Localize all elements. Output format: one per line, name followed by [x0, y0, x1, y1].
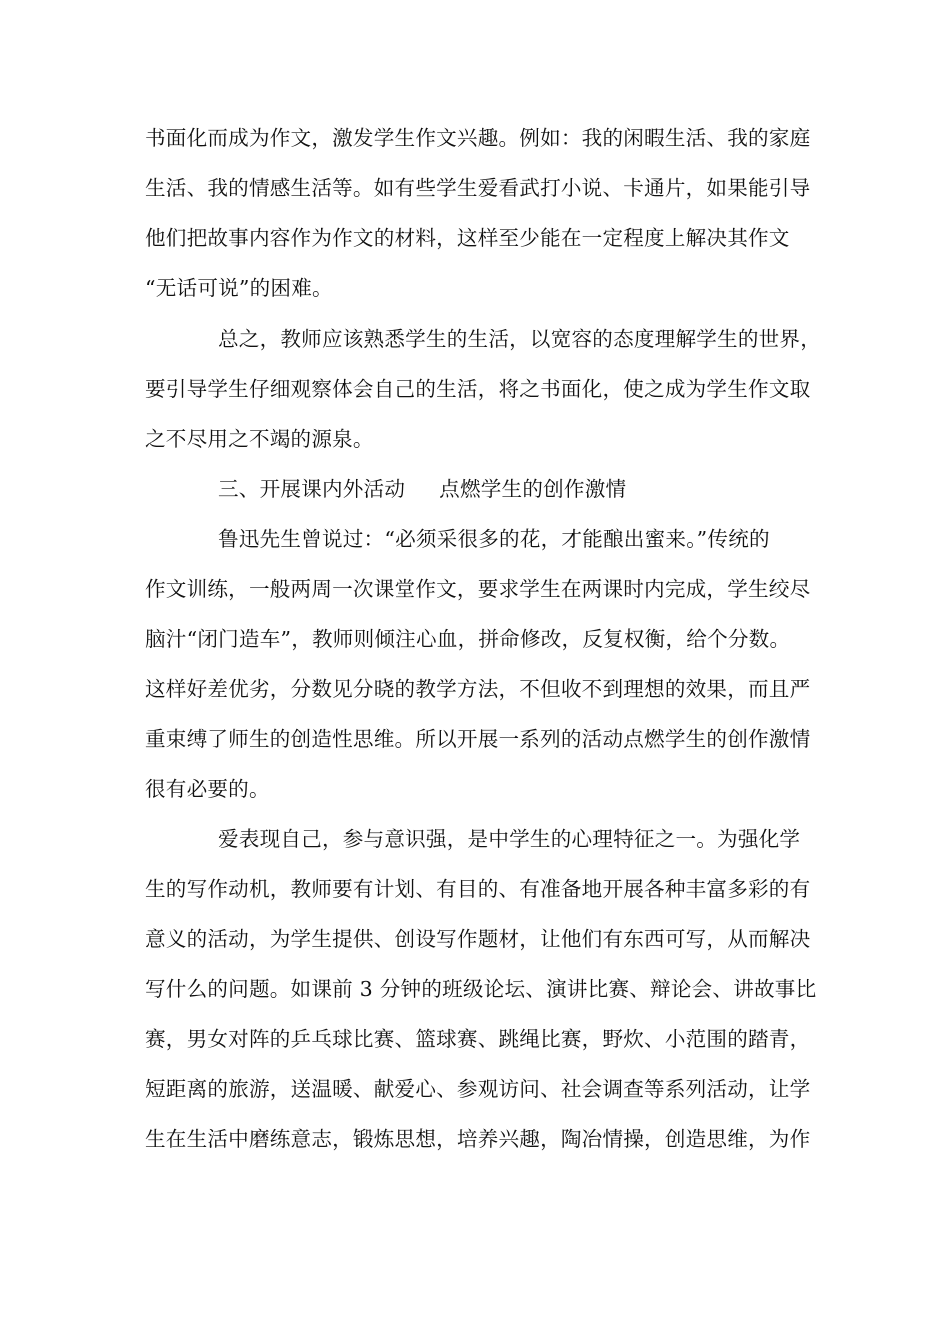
- section-heading: [218, 472, 898, 506]
- section-heading-part2: 点燃学生的创作激情: [439, 477, 627, 501]
- text-line: 很有必要的。: [145, 777, 270, 801]
- text-line: 总之，教师应该熟悉学生的生活，以宽容的态度理解学生的世界，: [218, 327, 822, 351]
- text-line: 书面化而成为作文，激发学生作文兴趣。例如：我的闲暇生活、我的家庭: [145, 126, 811, 150]
- text-line: 之不尽用之不竭的源泉。: [145, 427, 374, 451]
- text-line: 爱表现自己，参与意识强，是中学生的心理特征之一。为强化学: [218, 827, 801, 851]
- text-line: 脑汁“闭门造车”，教师则倾注心血，拼命修改，反复权衡，给个分数。: [145, 627, 791, 651]
- text-line: 他们把故事内容作为作文的材料，这样至少能在一定程度上解决其作文: [145, 226, 790, 250]
- text-line: 生活、我的情感生活等。如有些学生爱看武打小说、卡通片，如果能引导: [145, 176, 811, 200]
- text-line: 重束缚了师生的创造性思维。所以开展一系列的活动点燃学生的创作激情: [145, 727, 811, 751]
- text-line: 生在生活中磨练意志，锻炼思想，培养兴趣，陶冶情操，创造思维，为作: [145, 1127, 811, 1151]
- text-line: 这样好差优劣，分数见分晓的教学方法，不但收不到理想的效果，而且严: [145, 677, 811, 701]
- text-line: 短距离的旅游，送温暖、献爱心、参观访问、社会调查等系列活动，让学: [145, 1077, 811, 1101]
- text-line: 意义的活动，为学生提供、创设写作题材，让他们有东西可写，从而解决: [145, 927, 811, 951]
- text-line: 作文训练，一般两周一次课堂作文，要求学生在两课时内完成，学生绞尽: [145, 577, 811, 601]
- text-line: 写什么的问题。如课前 3 分钟的班级论坛、演讲比赛、辩论会、讲故事比: [145, 977, 817, 1001]
- text-line: 赛，男女对阵的乒乓球比赛、篮球赛、跳绳比赛，野炊、小范围的踏青，: [145, 1027, 811, 1051]
- text-line: 要引导学生仔细观察体会自己的生活，将之书面化，使之成为学生作文取: [145, 377, 811, 401]
- text-line: “无话可说”的困难。: [145, 276, 333, 300]
- text-line: 生的写作动机，教师要有计划、有目的、有准备地开展各种丰富多彩的有: [145, 877, 811, 901]
- section-heading-part1: 三、开展课内外活动: [218, 477, 406, 501]
- text-line: 鲁迅先生曾说过：“必须采很多的花，才能酿出蜜来。”传统的: [218, 527, 770, 551]
